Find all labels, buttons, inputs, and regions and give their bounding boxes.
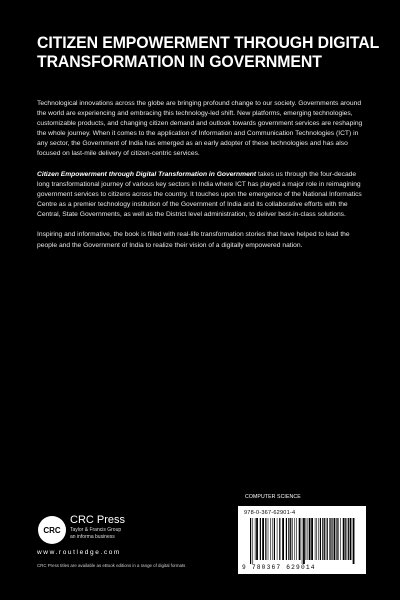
blurb-paragraph-2 [37,170,365,220]
barcode-bar [256,518,258,560]
barcode-bar [311,518,313,560]
barcode-bar [306,518,307,560]
barcode-bar [340,518,341,560]
publisher-website: www.routledge.com [37,549,121,556]
blurb-paragraph-2-text: takes us through the four-decade long transformational journey of various key sectors in India where ICT has played a major role in reimagining government services to citizens across the country. It touches upon the emergence of the National Informatics Centre as a premier technology institution of the Government of India and its collaborative efforts with the Central, State Governments, as well as the District level administration, to deliver best-in-class solutions. [37,170,362,219]
barcode-bar [282,518,284,560]
barcode-bar [327,518,328,560]
barcode-bar [337,518,338,560]
barcode-bar [322,518,323,560]
barcode-bar [292,518,293,560]
barcode-bar [332,518,333,560]
barcode-bar [318,518,319,560]
barcode-bar [307,518,308,560]
barcode-bar [272,518,273,560]
barcode-bar [315,518,316,560]
isbn-barcode [238,506,366,574]
barcode-bar [268,518,269,560]
barcode-bar [350,518,352,560]
publisher-division: an informa business [70,533,115,540]
barcode-bar [309,518,311,560]
barcode-bar [279,518,280,560]
publisher-name: CRC Press [70,514,126,526]
barcode-bar [336,518,337,560]
barcode-bar [294,518,295,560]
barcode-bar [299,518,301,560]
barcode-bar [353,518,355,564]
barcode-bar [303,518,305,564]
barcode-icon [248,518,358,564]
barcode-bar [286,518,287,560]
barcode-bar [296,518,297,560]
barcode-bar [345,518,346,560]
blurb-paragraph-1: Technological innovations across the globe are bringing profound change to our society. Governments around the world are experiencing and embracing this technology-led shift. New platforms, emerging technologies, customizable products, and changing citizen demand and outlook towards government services are reshaping the whole journey. When it comes to the application of Information and Communication Technologies (ICT) in any sector, the Government of India has emerged as an early adopter of these technologies and has also focused on last-mile delivery of citizen-centric services. [37,100,363,158]
book-title-line-2: TRANSFORMATION IN GOVERNMENT [37,53,322,71]
barcode-bar [316,518,317,560]
isbn-number: 978-0-367-62901-4 [244,510,296,516]
barcode-bar [255,518,256,560]
barcode-bar [277,518,278,560]
blurb-book-title: Citizen Empowerment through Digital Transformation in Government [37,170,257,178]
barcode-bar [288,518,289,560]
publisher-group: Taylor & Francis Group [70,527,122,533]
crc-press-logo [37,515,67,545]
isbn-barcode-digits: 9 780367 629014 [242,564,316,571]
barcode-bar [343,518,345,560]
barcode-bar [334,518,336,560]
book-title [37,34,380,72]
barcode-bar [329,518,330,560]
ebook-availability-note: CRC Press titles are available as eBook editions in a range of digital formats [37,563,186,568]
barcode-bar [262,518,264,560]
barcode-bar [324,518,325,560]
barcode-bar [252,518,253,564]
blurb-paragraph-3: Inspiring and informative, the book is filled with real-life transformation stories that have helped to lead the people and the Government of India to realize their vision of a digitally empowered nation. [37,231,350,249]
barcode-bar [302,518,303,564]
barcode-bar [274,518,275,560]
barcode-bar [265,518,266,560]
crc-logo-text: CRC [43,526,61,535]
barcode-bar [290,518,291,560]
barcode-bar [270,518,271,560]
barcode-bar [330,518,331,560]
book-title-line-1: CITIZEN EMPOWERMENT THROUGH DIGITAL [37,34,380,52]
barcode-bar [320,518,321,560]
barcode-bar [260,518,261,560]
barcode-bar [348,518,349,560]
blurb [37,99,365,261]
subject-category: COMPUTER SCIENCE [245,494,301,500]
publisher-info [70,514,125,540]
barcode-bar [250,518,251,564]
